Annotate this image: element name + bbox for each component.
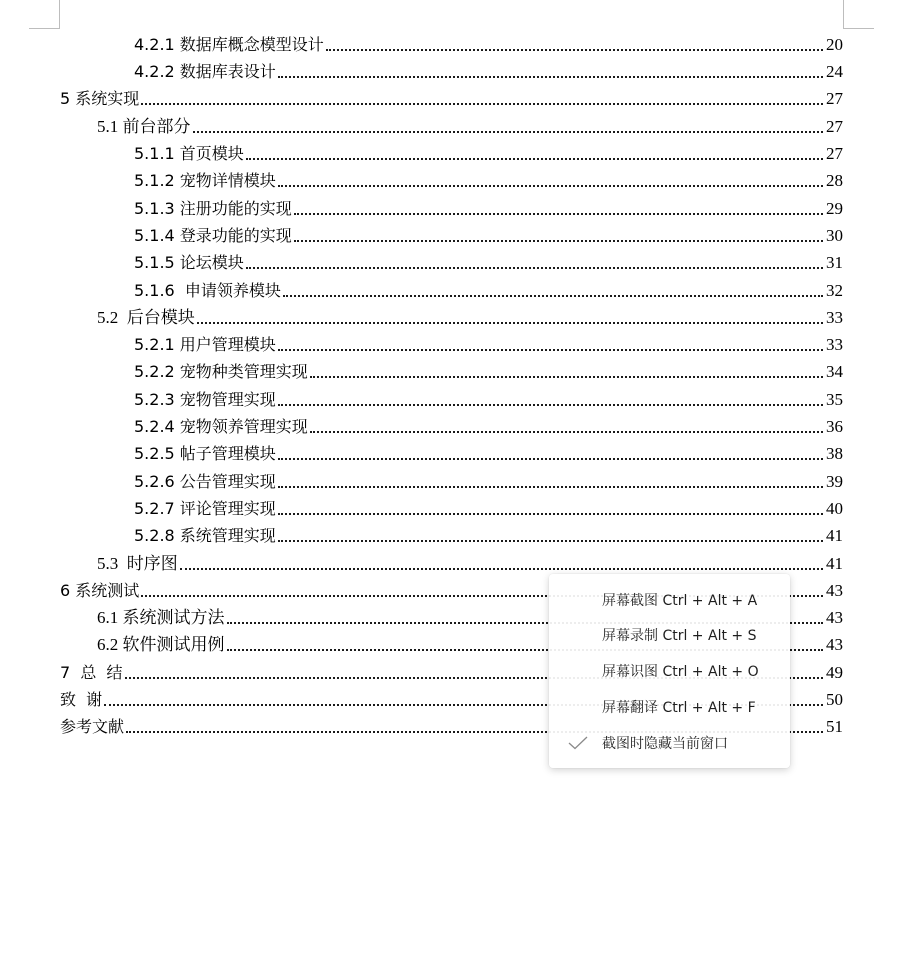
toc-entry-page: 43 <box>826 635 843 654</box>
toc-entry-page: 29 <box>826 199 843 218</box>
toc-entry-title: 5.1.1 首页模块 <box>134 144 244 163</box>
toc-entry-page: 24 <box>826 62 843 81</box>
toc-leader-dots <box>141 103 823 105</box>
toc-entry-page: 20 <box>826 35 843 54</box>
toc-entry-page: 51 <box>826 717 843 736</box>
toc-entry-page: 40 <box>826 499 843 518</box>
toc-leader-dots <box>310 376 823 378</box>
menu-item-label: 屏幕截图 Ctrl + Alt + A <box>602 593 758 609</box>
toc-entry[interactable] <box>134 383 843 410</box>
toc-entry-page: 43 <box>826 581 843 600</box>
toc-entry-title: 5.1 前台部分 <box>97 117 191 136</box>
toc-leader-dots <box>278 486 823 488</box>
toc-entry[interactable] <box>134 219 843 246</box>
page-corner-mark-left <box>29 0 60 29</box>
checkmark-icon <box>567 733 589 753</box>
toc-entry-title: 5.2.6 公告管理实现 <box>134 472 276 491</box>
toc-entry-title: 5.2.4 宠物领养管理实现 <box>134 417 308 436</box>
toc-entry[interactable] <box>60 82 843 109</box>
toc-entry-title: 5.3 时序图 <box>97 554 178 573</box>
toc-entry-page: 33 <box>826 308 843 327</box>
toc-entry-title: 7 总 结 <box>60 663 123 682</box>
toc-leader-dots <box>278 404 823 406</box>
toc-entry-title: 5.2 后台模块 <box>97 308 195 327</box>
toc-leader-dots <box>246 158 823 160</box>
toc-entry[interactable] <box>134 355 843 382</box>
toc-entry-page: 50 <box>826 690 843 709</box>
toc-entry-title: 4.2.1 数据库概念模型设计 <box>134 35 324 54</box>
toc-entry-page: 38 <box>826 444 843 463</box>
menu-item-screen-capture[interactable] <box>549 582 790 618</box>
menu-item-label: 屏幕翻译 Ctrl + Alt + F <box>602 700 756 716</box>
toc-entry-page: 28 <box>826 171 843 190</box>
menu-item-label: 屏幕录制 Ctrl + Alt + S <box>602 628 757 644</box>
toc-entry-title: 5.2.1 用户管理模块 <box>134 335 276 354</box>
menu-item-screen-record[interactable] <box>549 617 790 653</box>
toc-leader-dots <box>278 349 823 351</box>
toc-entry-title: 5.2.2 宠物种类管理实现 <box>134 362 308 381</box>
toc-entry[interactable] <box>134 328 843 355</box>
menu-item-screen-translate[interactable] <box>549 689 790 725</box>
toc-leader-dots <box>326 49 823 51</box>
screenshot-context-menu <box>549 574 790 768</box>
toc-leader-dots <box>310 431 823 433</box>
toc-entry-title: 6.1 系统测试方法 <box>97 608 225 627</box>
toc-entry[interactable] <box>134 246 843 273</box>
toc-entry[interactable] <box>134 137 843 164</box>
page-corner-mark-right <box>843 0 874 29</box>
toc-entry-title: 5.2.5 帖子管理模块 <box>134 444 276 463</box>
toc-entry-title: 5.1.3 注册功能的实现 <box>134 199 292 218</box>
toc-entry[interactable] <box>134 519 843 546</box>
toc-entry-title: 5.1.2 宠物详情模块 <box>134 171 276 190</box>
toc-entry-page: 43 <box>826 608 843 627</box>
toc-entry-page: 39 <box>826 472 843 491</box>
toc-leader-dots <box>193 131 824 133</box>
toc-entry-title: 5.2.3 宠物管理实现 <box>134 390 276 409</box>
toc-entry-title: 5.1.5 论坛模块 <box>134 253 244 272</box>
toc-entry[interactable] <box>134 192 843 219</box>
toc-entry-title: 参考文献 <box>60 717 125 736</box>
toc-entry-page: 36 <box>826 417 843 436</box>
toc-entry-page: 27 <box>826 89 843 108</box>
menu-item-label: 截图时隐藏当前窗口 <box>602 736 728 752</box>
toc-entry-page: 31 <box>826 253 843 272</box>
toc-entry-title: 致 谢 <box>60 690 103 709</box>
toc-entry[interactable] <box>134 274 843 301</box>
toc-entry-page: 35 <box>826 390 843 409</box>
menu-item-hide-window-on-capture[interactable] <box>549 725 790 761</box>
toc-leader-dots <box>283 295 823 297</box>
toc-entry[interactable] <box>134 465 843 492</box>
toc-entry-title: 5 系统实现 <box>60 89 140 108</box>
toc-entry-page: 27 <box>826 117 843 136</box>
toc-entry-page: 41 <box>826 526 843 545</box>
toc-entry-page: 32 <box>826 281 843 300</box>
toc-leader-dots <box>278 185 823 187</box>
menu-item-label: 屏幕识图 Ctrl + Alt + O <box>602 664 759 680</box>
toc-leader-dots <box>278 76 823 78</box>
toc-entry[interactable] <box>97 301 843 328</box>
toc-entry[interactable] <box>134 28 843 55</box>
toc-entry[interactable] <box>134 492 843 519</box>
toc-entry-page: 41 <box>826 554 843 573</box>
toc-entry-page: 33 <box>826 335 843 354</box>
toc-entry[interactable] <box>134 437 843 464</box>
toc-entry[interactable] <box>134 164 843 191</box>
toc-entry[interactable] <box>97 547 843 574</box>
toc-entry[interactable] <box>134 410 843 437</box>
toc-leader-dots <box>278 540 823 542</box>
menu-item-screen-ocr[interactable] <box>549 653 790 689</box>
toc-entry-title: 5.2.8 系统管理实现 <box>134 526 276 545</box>
toc-leader-dots <box>197 322 823 324</box>
toc-leader-dots <box>278 458 823 460</box>
toc-leader-dots <box>294 240 823 242</box>
toc-entry-title: 6 系统测试 <box>60 581 140 600</box>
toc-entry-page: 30 <box>826 226 843 245</box>
toc-leader-dots <box>294 213 823 215</box>
toc-leader-dots <box>278 513 823 515</box>
toc-entry-page: 34 <box>826 362 843 381</box>
toc-entry-title: 5.1.4 登录功能的实现 <box>134 226 292 245</box>
toc-leader-dots <box>246 267 823 269</box>
toc-entry-title: 5.2.7 评论管理实现 <box>134 499 276 518</box>
toc-entry[interactable] <box>134 55 843 82</box>
toc-entry-title: 5.1.6 申请领养模块 <box>134 281 281 300</box>
toc-entry-page: 49 <box>826 663 843 682</box>
toc-entry-title: 4.2.2 数据库表设计 <box>134 62 276 81</box>
toc-entry-page: 27 <box>826 144 843 163</box>
toc-entry[interactable] <box>97 110 843 137</box>
toc-entry-title: 6.2 软件测试用例 <box>97 635 225 654</box>
toc-leader-dots <box>180 568 823 570</box>
